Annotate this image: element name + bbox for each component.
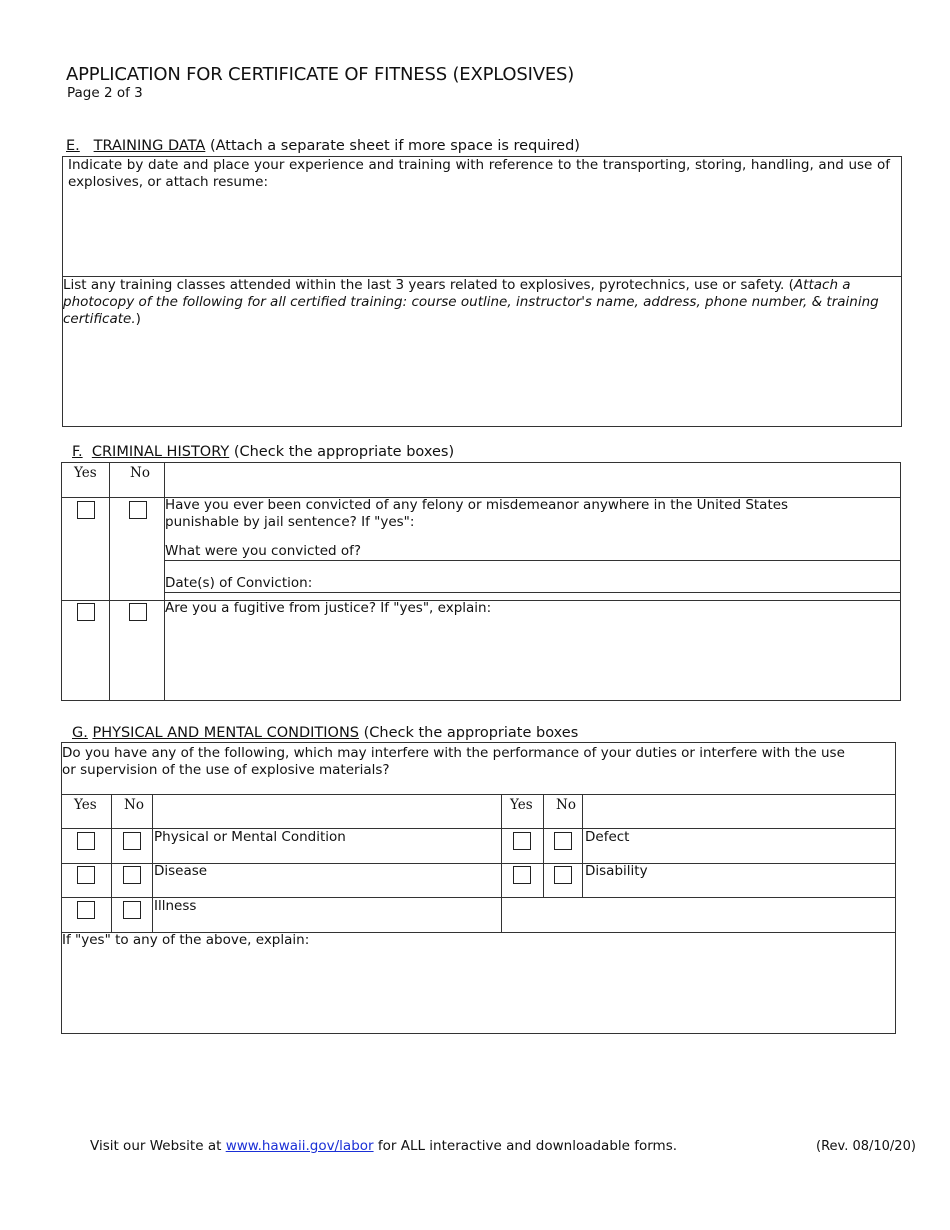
section-e-note: (Attach a separate sheet if more space is required) xyxy=(209,138,580,154)
g-right-no-label: No xyxy=(556,797,576,813)
section-g-title: PHYSICAL AND MENTAL CONDITIONS xyxy=(92,725,360,741)
classes-prompt-italic: Attach a photocopy of the following for all certified training: course outline, instructor's name, address, phone number, & training certificate. xyxy=(63,277,879,327)
illness-yes-checkbox[interactable] xyxy=(77,901,95,919)
g-col-5 xyxy=(582,794,583,897)
page-number: Page 2 of 3 xyxy=(67,85,143,101)
conviction-what-label: What were you convicted of? xyxy=(165,543,362,559)
fugitive-question: Are you a fugitive from justice? If "yes", explain: xyxy=(165,600,492,616)
disability-no-checkbox[interactable] xyxy=(554,866,572,884)
defect-no-checkbox[interactable] xyxy=(554,832,572,850)
col-yes-label: Yes xyxy=(74,465,97,481)
g-col-4 xyxy=(543,794,544,897)
fugitive-yes-checkbox[interactable] xyxy=(77,603,95,621)
section-e-letter: E. xyxy=(66,138,80,154)
illness-no-checkbox[interactable] xyxy=(123,901,141,919)
conviction-no-checkbox[interactable] xyxy=(129,501,147,519)
disability-yes-checkbox[interactable] xyxy=(513,866,531,884)
section-e-heading xyxy=(66,138,580,154)
section-g-note: (Check the appropriate boxes xyxy=(363,725,579,741)
classes-prompt-close: ) xyxy=(135,311,141,327)
what-field-line xyxy=(164,560,901,561)
condition-yes-checkbox[interactable] xyxy=(77,832,95,850)
condition-label: Physical or Mental Condition xyxy=(154,829,346,845)
g-left-yes-label: Yes xyxy=(74,797,97,813)
g-col-3 xyxy=(501,794,502,932)
condition-no-checkbox[interactable] xyxy=(123,832,141,850)
section-g-letter: G. xyxy=(72,725,88,741)
fugitive-explain-area[interactable] xyxy=(166,620,898,698)
conviction-yes-checkbox[interactable] xyxy=(77,501,95,519)
defect-label: Defect xyxy=(585,829,630,845)
section-f-heading xyxy=(72,444,454,460)
disease-label: Disease xyxy=(154,863,208,879)
defect-yes-checkbox[interactable] xyxy=(513,832,531,850)
col-no-label: No xyxy=(130,465,150,481)
conviction-date-label: Date(s) of Conviction: xyxy=(165,575,313,591)
g-left-no-label: No xyxy=(124,797,144,813)
disease-no-checkbox[interactable] xyxy=(123,866,141,884)
classes-input-area[interactable] xyxy=(64,312,898,424)
date-field-line xyxy=(164,592,901,593)
g-right-yes-label: Yes xyxy=(510,797,533,813)
illness-label: Illness xyxy=(154,898,197,914)
g-header-top xyxy=(61,794,896,795)
footer-note xyxy=(90,1138,677,1154)
conditions-explain-label: If "yes" to any of the above, explain: xyxy=(62,932,310,948)
experience-prompt: Indicate by date and place your experience and training with reference to the transporting, storing, handling, and use of explosives, or attach resume: xyxy=(68,157,890,190)
section-g-heading xyxy=(72,725,578,741)
section-f-note: (Check the appropriate boxes) xyxy=(233,444,455,460)
disability-label: Disability xyxy=(585,863,648,879)
conditions-explain-area[interactable] xyxy=(63,952,893,1032)
disease-yes-checkbox[interactable] xyxy=(77,866,95,884)
section-f-letter: F. xyxy=(72,444,83,460)
website-link[interactable]: www.hawaii.gov/labor xyxy=(225,1138,374,1154)
section-e-title: TRAINING DATA xyxy=(93,138,206,154)
conditions-intro: Do you have any of the following, which may interfere with the performance of your duties or interfere with the use or supervision of the use of explosive materials? xyxy=(62,745,845,778)
footer-suffix: for ALL interactive and downloadable forms. xyxy=(373,1138,678,1154)
g-col-2 xyxy=(152,794,153,932)
form-title: APPLICATION FOR CERTIFICATE OF FITNESS (EXPLOSIVES) xyxy=(66,64,575,85)
conviction-question: Have you ever been convicted of any felony or misdemeanor anywhere in the United States punishable by jail sentence? If "yes": xyxy=(165,497,789,530)
footer-prefix: Visit our Website at xyxy=(90,1138,226,1154)
classes-prompt-text: List any training classes attended within the last 3 years related to explosives, pyrotechnics, use or safety. ( xyxy=(63,277,794,293)
revision-date: (Rev. 08/10/20) xyxy=(816,1139,916,1154)
experience-input-area[interactable] xyxy=(64,190,898,274)
g-col-1 xyxy=(111,794,112,932)
section-f-title: CRIMINAL HISTORY xyxy=(91,444,230,460)
fugitive-no-checkbox[interactable] xyxy=(129,603,147,621)
